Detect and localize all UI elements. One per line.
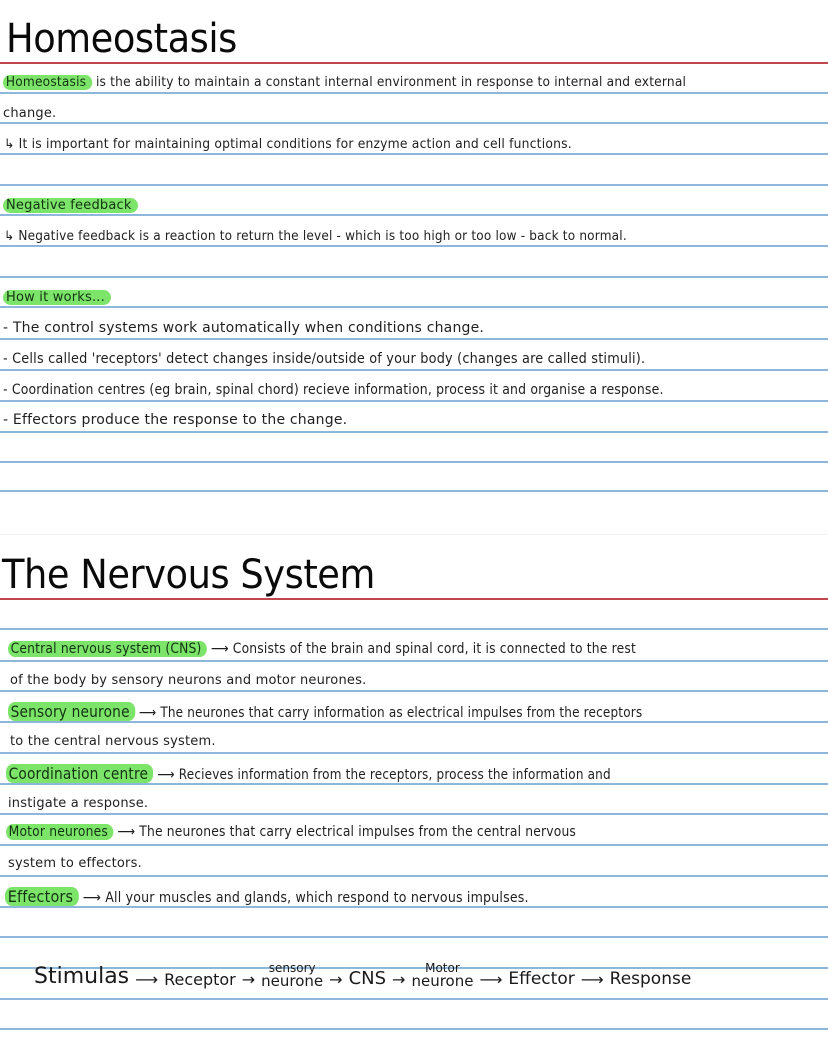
stack-top: Motor	[425, 961, 460, 975]
page-divider	[0, 534, 828, 535]
rule-line	[0, 998, 828, 1000]
highlight-term: Motor neurones	[6, 824, 113, 840]
definition-text: The neurones that carry electrical impulses from the central nervous	[139, 824, 577, 840]
rule-line	[0, 184, 828, 186]
long-arrow-icon: ⟶	[157, 767, 175, 783]
rule-line	[0, 813, 828, 815]
definition-effectors	[5, 887, 529, 906]
highlight-term: Central nervous system (CNS)	[8, 641, 207, 657]
importance-note	[4, 137, 572, 152]
hook-arrow-icon: ↳	[4, 137, 15, 152]
definition-text: Recieves information from the receptors, process the information and	[178, 767, 611, 783]
rule-line	[0, 122, 828, 124]
long-arrow-icon: ⟶	[210, 641, 229, 657]
rule-line	[0, 752, 828, 754]
highlight-term: Coordination centre	[6, 764, 153, 783]
flow-step-response: Response	[609, 969, 692, 989]
rule-line	[0, 721, 828, 723]
rule-line	[0, 690, 828, 692]
highlight-term: Effectors	[5, 887, 79, 906]
definition-text: The neurones that carry information as electrical impulses from the receptors	[160, 705, 643, 721]
rule-line	[0, 783, 828, 785]
rule-line	[0, 628, 828, 630]
long-arrow-icon: ⟶	[82, 890, 102, 906]
definition-sensory-neurone	[8, 702, 642, 721]
arrow-icon: →	[329, 970, 343, 989]
rule-line	[0, 660, 828, 662]
title-rule	[0, 62, 828, 64]
section-title-nervous-system: The Nervous System	[2, 552, 375, 598]
hook-arrow-icon: ↳	[4, 229, 15, 244]
arrow-icon: →	[392, 970, 406, 989]
arrow-icon: ⟶	[580, 970, 604, 989]
rule-line	[0, 400, 828, 402]
definition-cns-cont: of the body by sensory neurons and motor neurones.	[10, 673, 367, 688]
highlight-term: Sensory neurone	[8, 702, 135, 721]
stack-top: sensory	[268, 961, 316, 975]
rule-line	[0, 153, 828, 155]
flow-step-receptor: Receptor	[164, 970, 236, 989]
arrow-icon: ⟶	[479, 970, 503, 989]
arrow-icon: ⟶	[135, 970, 159, 989]
nervous-pathway-flow	[34, 962, 691, 989]
long-arrow-icon: ⟶	[138, 705, 157, 721]
how-it-works-heading	[3, 290, 111, 305]
negative-feedback-text	[4, 229, 627, 244]
dash-bullet: -	[3, 382, 8, 398]
how-point	[3, 320, 484, 336]
definition-text: All your muscles and glands, which respond to nervous impulses.	[105, 890, 529, 906]
highlight-term: How it works...	[3, 290, 111, 305]
flow-step-sensory-neurone	[261, 962, 323, 989]
rule-line	[0, 369, 828, 371]
definition-text: is the ability to maintain a constant internal environment in response to internal and external	[95, 75, 687, 90]
rule-line	[0, 276, 828, 278]
rule-line	[0, 1028, 828, 1030]
dash-bullet: -	[3, 320, 9, 336]
flow-step-effector: Effector	[508, 969, 575, 989]
homeostasis-definition	[3, 75, 686, 90]
rule-line	[0, 338, 828, 340]
section-title-homeostasis: Homeostasis	[6, 16, 237, 62]
rule-line	[0, 214, 828, 216]
negative-feedback-heading	[3, 198, 138, 213]
definition-cns	[8, 641, 636, 657]
point-text: Effectors produce the response to the change.	[12, 412, 348, 428]
rule-line	[0, 431, 828, 433]
rule-line	[0, 936, 828, 938]
definition-coordination-cont: instigate a response.	[8, 796, 149, 811]
point-text: The control systems work automatically when conditions change.	[12, 320, 485, 336]
highlight-term: Negative feedback	[3, 198, 138, 213]
importance-text: It is important for maintaining optimal conditions for enzyme action and cell functions.	[18, 137, 572, 152]
definition-sensory-cont: to the central nervous system.	[10, 734, 216, 749]
definition-continuation: change.	[3, 106, 57, 121]
flow-step-cns: CNS	[348, 968, 387, 989]
dash-bullet: -	[3, 412, 9, 428]
highlight-term: Homeostasis	[3, 75, 92, 90]
stack-bottom: neurone	[411, 972, 474, 990]
point-text: Coordination centres (eg brain, spinal chord) recieve information, process it and organise a response.	[11, 382, 664, 398]
rule-line	[0, 92, 828, 94]
point-text: Cells called 'receptors' detect changes inside/outside of your body (changes are called stimuli).	[12, 351, 646, 367]
rule-line	[0, 906, 828, 908]
stack-bottom: neurone	[261, 972, 324, 990]
rule-line	[0, 461, 828, 463]
rule-line	[0, 306, 828, 308]
how-point	[3, 351, 645, 367]
rule-line	[0, 875, 828, 877]
dash-bullet: -	[3, 351, 8, 367]
how-point	[3, 412, 347, 428]
flow-step-stimulus: Stimulas	[34, 964, 130, 989]
flow-step-motor-neurone	[411, 962, 473, 989]
rule-line	[0, 490, 828, 492]
feedback-text: Negative feedback is a reaction to return the level - which is too high or too low - back to normal.	[18, 229, 627, 244]
title-rule	[0, 598, 828, 600]
how-point	[3, 382, 664, 398]
definition-text: Consists of the brain and spinal cord, it is connected to the rest	[232, 641, 636, 657]
definition-coordination-centre	[6, 764, 611, 783]
arrow-icon: →	[241, 970, 256, 989]
definition-motor-neurones	[6, 824, 576, 840]
rule-line	[0, 245, 828, 247]
long-arrow-icon: ⟶	[117, 824, 136, 840]
definition-motor-cont: system to effectors.	[8, 856, 142, 871]
rule-line	[0, 844, 828, 846]
